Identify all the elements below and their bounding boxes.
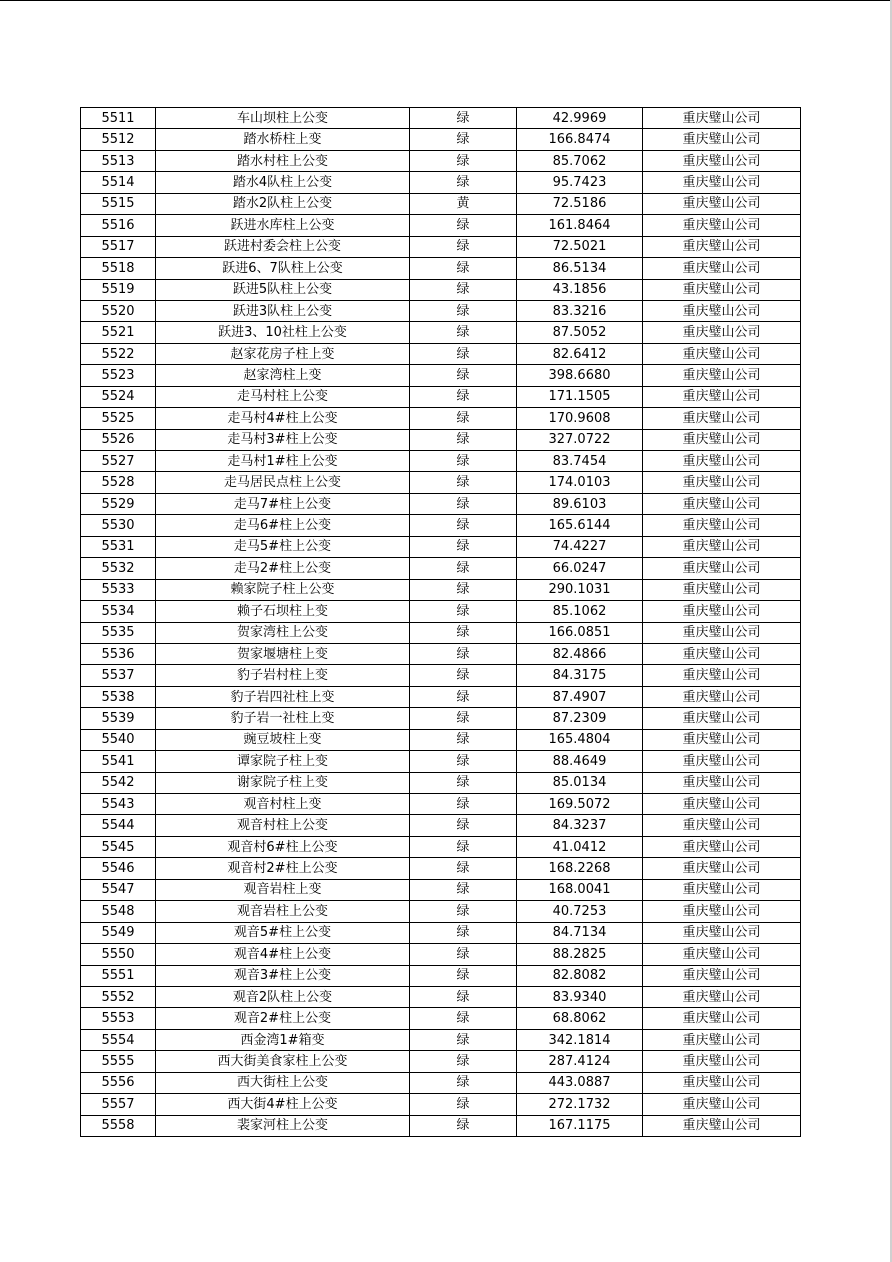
transformer-name-cell: 踏水村柱上公变 bbox=[156, 150, 410, 171]
capacity-value-cell: 40.7253 bbox=[517, 901, 643, 922]
transformer-name-cell: 走马5#柱上公变 bbox=[156, 536, 410, 557]
table-row bbox=[81, 536, 801, 557]
transformer-name-cell: 观音3#柱上公变 bbox=[156, 965, 410, 986]
company-cell: 重庆璧山公司 bbox=[643, 108, 801, 129]
table-row bbox=[81, 343, 801, 364]
transformer-name-cell: 贺家湾柱上公变 bbox=[156, 622, 410, 643]
status-color-cell: 绿 bbox=[410, 601, 517, 622]
status-color-cell: 绿 bbox=[410, 944, 517, 965]
row-number-cell: 5553 bbox=[81, 1008, 156, 1029]
row-number-cell: 5540 bbox=[81, 729, 156, 750]
company-cell: 重庆璧山公司 bbox=[643, 322, 801, 343]
transformer-name-cell: 观音5#柱上公变 bbox=[156, 922, 410, 943]
row-number-cell: 5521 bbox=[81, 322, 156, 343]
table-row bbox=[81, 129, 801, 150]
status-color-cell: 绿 bbox=[410, 172, 517, 193]
transformer-name-cell: 跃进6、7队柱上公变 bbox=[156, 258, 410, 279]
table-row bbox=[81, 193, 801, 214]
transformer-name-cell: 赵家花房子柱上变 bbox=[156, 343, 410, 364]
table-row bbox=[81, 258, 801, 279]
table-row bbox=[81, 451, 801, 472]
status-color-cell: 绿 bbox=[410, 579, 517, 600]
company-cell: 重庆璧山公司 bbox=[643, 601, 801, 622]
row-number-cell: 5539 bbox=[81, 708, 156, 729]
capacity-value-cell: 443.0887 bbox=[517, 1072, 643, 1093]
transformer-name-cell: 走马居民点柱上公变 bbox=[156, 472, 410, 493]
table-row bbox=[81, 322, 801, 343]
capacity-value-cell: 169.5072 bbox=[517, 794, 643, 815]
table-row bbox=[81, 558, 801, 579]
row-number-cell: 5517 bbox=[81, 236, 156, 257]
capacity-value-cell: 171.1505 bbox=[517, 386, 643, 407]
capacity-value-cell: 85.7062 bbox=[517, 150, 643, 171]
capacity-value-cell: 327.0722 bbox=[517, 429, 643, 450]
table-row bbox=[81, 515, 801, 536]
transformer-name-cell: 跃进5队柱上公变 bbox=[156, 279, 410, 300]
status-color-cell: 绿 bbox=[410, 472, 517, 493]
row-number-cell: 5542 bbox=[81, 772, 156, 793]
capacity-value-cell: 87.4907 bbox=[517, 686, 643, 707]
status-color-cell: 绿 bbox=[410, 879, 517, 900]
company-cell: 重庆璧山公司 bbox=[643, 1115, 801, 1136]
capacity-value-cell: 74.4227 bbox=[517, 536, 643, 557]
company-cell: 重庆璧山公司 bbox=[643, 236, 801, 257]
capacity-value-cell: 82.8082 bbox=[517, 965, 643, 986]
table-row bbox=[81, 108, 801, 129]
transformer-name-cell: 走马村4#柱上公变 bbox=[156, 408, 410, 429]
table-row bbox=[81, 986, 801, 1007]
capacity-value-cell: 72.5186 bbox=[517, 193, 643, 214]
row-number-cell: 5531 bbox=[81, 536, 156, 557]
capacity-value-cell: 86.5134 bbox=[517, 258, 643, 279]
company-cell: 重庆璧山公司 bbox=[643, 215, 801, 236]
transformer-name-cell: 谢家院子柱上变 bbox=[156, 772, 410, 793]
status-color-cell: 绿 bbox=[410, 1051, 517, 1072]
company-cell: 重庆璧山公司 bbox=[643, 686, 801, 707]
row-number-cell: 5552 bbox=[81, 986, 156, 1007]
table-row bbox=[81, 901, 801, 922]
capacity-value-cell: 168.2268 bbox=[517, 858, 643, 879]
capacity-value-cell: 87.5052 bbox=[517, 322, 643, 343]
status-color-cell: 绿 bbox=[410, 236, 517, 257]
capacity-value-cell: 88.4649 bbox=[517, 751, 643, 772]
status-color-cell: 绿 bbox=[410, 322, 517, 343]
transformer-name-cell: 西金湾1#箱变 bbox=[156, 1029, 410, 1050]
transformer-name-cell: 车山坝柱上公变 bbox=[156, 108, 410, 129]
capacity-value-cell: 166.8474 bbox=[517, 129, 643, 150]
company-cell: 重庆璧山公司 bbox=[643, 386, 801, 407]
table-row bbox=[81, 622, 801, 643]
row-number-cell: 5513 bbox=[81, 150, 156, 171]
table-row bbox=[81, 386, 801, 407]
company-cell: 重庆璧山公司 bbox=[643, 622, 801, 643]
table-row bbox=[81, 879, 801, 900]
transformer-name-cell: 走马6#柱上公变 bbox=[156, 515, 410, 536]
status-color-cell: 绿 bbox=[410, 386, 517, 407]
transformer-name-cell: 赖家院子柱上公变 bbox=[156, 579, 410, 600]
row-number-cell: 5535 bbox=[81, 622, 156, 643]
status-color-cell: 绿 bbox=[410, 1072, 517, 1093]
row-number-cell: 5546 bbox=[81, 858, 156, 879]
transformer-name-cell: 走马2#柱上公变 bbox=[156, 558, 410, 579]
status-color-cell: 绿 bbox=[410, 108, 517, 129]
capacity-value-cell: 165.4804 bbox=[517, 729, 643, 750]
capacity-value-cell: 166.0851 bbox=[517, 622, 643, 643]
transformer-name-cell: 跃进水库柱上公变 bbox=[156, 215, 410, 236]
table-row bbox=[81, 815, 801, 836]
status-color-cell: 绿 bbox=[410, 536, 517, 557]
company-cell: 重庆璧山公司 bbox=[643, 836, 801, 857]
capacity-value-cell: 84.3237 bbox=[517, 815, 643, 836]
status-color-cell: 绿 bbox=[410, 343, 517, 364]
table-row bbox=[81, 836, 801, 857]
row-number-cell: 5522 bbox=[81, 343, 156, 364]
row-number-cell: 5547 bbox=[81, 879, 156, 900]
transformer-name-cell: 走马村3#柱上公变 bbox=[156, 429, 410, 450]
company-cell: 重庆璧山公司 bbox=[643, 579, 801, 600]
company-cell: 重庆璧山公司 bbox=[643, 901, 801, 922]
capacity-value-cell: 72.5021 bbox=[517, 236, 643, 257]
status-color-cell: 绿 bbox=[410, 558, 517, 579]
row-number-cell: 5526 bbox=[81, 429, 156, 450]
company-cell: 重庆璧山公司 bbox=[643, 751, 801, 772]
company-cell: 重庆璧山公司 bbox=[643, 193, 801, 214]
transformer-name-cell: 豌豆坡柱上变 bbox=[156, 729, 410, 750]
row-number-cell: 5529 bbox=[81, 493, 156, 514]
capacity-value-cell: 89.6103 bbox=[517, 493, 643, 514]
capacity-value-cell: 43.1856 bbox=[517, 279, 643, 300]
row-number-cell: 5537 bbox=[81, 665, 156, 686]
transformer-name-cell: 贺家堰塘柱上变 bbox=[156, 643, 410, 664]
company-cell: 重庆璧山公司 bbox=[643, 922, 801, 943]
row-number-cell: 5515 bbox=[81, 193, 156, 214]
status-color-cell: 绿 bbox=[410, 215, 517, 236]
transformer-name-cell: 走马村1#柱上公变 bbox=[156, 451, 410, 472]
status-color-cell: 绿 bbox=[410, 493, 517, 514]
capacity-value-cell: 398.6680 bbox=[517, 365, 643, 386]
capacity-value-cell: 87.2309 bbox=[517, 708, 643, 729]
row-number-cell: 5556 bbox=[81, 1072, 156, 1093]
capacity-value-cell: 83.3216 bbox=[517, 300, 643, 321]
transformer-name-cell: 西大街4#柱上公变 bbox=[156, 1094, 410, 1115]
capacity-value-cell: 88.2825 bbox=[517, 944, 643, 965]
row-number-cell: 5516 bbox=[81, 215, 156, 236]
row-number-cell: 5511 bbox=[81, 108, 156, 129]
row-number-cell: 5525 bbox=[81, 408, 156, 429]
table-row bbox=[81, 150, 801, 171]
status-color-cell: 绿 bbox=[410, 279, 517, 300]
capacity-value-cell: 167.1175 bbox=[517, 1115, 643, 1136]
row-number-cell: 5530 bbox=[81, 515, 156, 536]
capacity-value-cell: 41.0412 bbox=[517, 836, 643, 857]
table-body bbox=[81, 108, 801, 1137]
status-color-cell: 绿 bbox=[410, 451, 517, 472]
row-number-cell: 5541 bbox=[81, 751, 156, 772]
table-row bbox=[81, 922, 801, 943]
transformer-name-cell: 观音2#柱上公变 bbox=[156, 1008, 410, 1029]
status-color-cell: 绿 bbox=[410, 901, 517, 922]
row-number-cell: 5524 bbox=[81, 386, 156, 407]
transformer-name-cell: 观音岩柱上公变 bbox=[156, 901, 410, 922]
row-number-cell: 5532 bbox=[81, 558, 156, 579]
transformer-name-cell: 赵家湾柱上变 bbox=[156, 365, 410, 386]
table-row bbox=[81, 1072, 801, 1093]
company-cell: 重庆璧山公司 bbox=[643, 558, 801, 579]
capacity-value-cell: 95.7423 bbox=[517, 172, 643, 193]
status-color-cell: 绿 bbox=[410, 1115, 517, 1136]
row-number-cell: 5519 bbox=[81, 279, 156, 300]
row-number-cell: 5545 bbox=[81, 836, 156, 857]
table-row bbox=[81, 215, 801, 236]
status-color-cell: 绿 bbox=[410, 708, 517, 729]
status-color-cell: 绿 bbox=[410, 986, 517, 1007]
company-cell: 重庆璧山公司 bbox=[643, 1094, 801, 1115]
row-number-cell: 5555 bbox=[81, 1051, 156, 1072]
company-cell: 重庆璧山公司 bbox=[643, 472, 801, 493]
capacity-value-cell: 287.4124 bbox=[517, 1051, 643, 1072]
company-cell: 重庆璧山公司 bbox=[643, 451, 801, 472]
row-number-cell: 5538 bbox=[81, 686, 156, 707]
company-cell: 重庆璧山公司 bbox=[643, 986, 801, 1007]
capacity-value-cell: 68.8062 bbox=[517, 1008, 643, 1029]
transformer-name-cell: 观音岩柱上变 bbox=[156, 879, 410, 900]
transformer-name-cell: 观音4#柱上公变 bbox=[156, 944, 410, 965]
row-number-cell: 5551 bbox=[81, 965, 156, 986]
capacity-value-cell: 85.1062 bbox=[517, 601, 643, 622]
capacity-value-cell: 165.6144 bbox=[517, 515, 643, 536]
transformer-name-cell: 豹子岩四社柱上变 bbox=[156, 686, 410, 707]
company-cell: 重庆璧山公司 bbox=[643, 665, 801, 686]
table-row bbox=[81, 365, 801, 386]
status-color-cell: 绿 bbox=[410, 858, 517, 879]
table-row bbox=[81, 1094, 801, 1115]
table-row bbox=[81, 858, 801, 879]
table-row bbox=[81, 429, 801, 450]
transformer-name-cell: 观音村柱上公变 bbox=[156, 815, 410, 836]
status-color-cell: 绿 bbox=[410, 515, 517, 536]
table-row bbox=[81, 665, 801, 686]
row-number-cell: 5554 bbox=[81, 1029, 156, 1050]
company-cell: 重庆璧山公司 bbox=[643, 258, 801, 279]
company-cell: 重庆璧山公司 bbox=[643, 858, 801, 879]
table-row bbox=[81, 729, 801, 750]
table-row bbox=[81, 172, 801, 193]
row-number-cell: 5523 bbox=[81, 365, 156, 386]
status-color-cell: 绿 bbox=[410, 643, 517, 664]
table-row bbox=[81, 601, 801, 622]
row-number-cell: 5558 bbox=[81, 1115, 156, 1136]
status-color-cell: 绿 bbox=[410, 665, 517, 686]
row-number-cell: 5527 bbox=[81, 451, 156, 472]
transformer-name-cell: 豹子岩村柱上变 bbox=[156, 665, 410, 686]
status-color-cell: 绿 bbox=[410, 965, 517, 986]
transformer-name-cell: 豹子岩一社柱上变 bbox=[156, 708, 410, 729]
row-number-cell: 5534 bbox=[81, 601, 156, 622]
status-color-cell: 绿 bbox=[410, 922, 517, 943]
company-cell: 重庆璧山公司 bbox=[643, 429, 801, 450]
status-color-cell: 绿 bbox=[410, 150, 517, 171]
company-cell: 重庆璧山公司 bbox=[643, 515, 801, 536]
table-row bbox=[81, 493, 801, 514]
company-cell: 重庆璧山公司 bbox=[643, 1008, 801, 1029]
company-cell: 重庆璧山公司 bbox=[643, 343, 801, 364]
table-row bbox=[81, 1115, 801, 1136]
status-color-cell: 绿 bbox=[410, 751, 517, 772]
status-color-cell: 绿 bbox=[410, 429, 517, 450]
status-color-cell: 绿 bbox=[410, 729, 517, 750]
table-row bbox=[81, 300, 801, 321]
table-row bbox=[81, 1051, 801, 1072]
status-color-cell: 绿 bbox=[410, 365, 517, 386]
capacity-value-cell: 42.9969 bbox=[517, 108, 643, 129]
capacity-value-cell: 83.9340 bbox=[517, 986, 643, 1007]
table-row bbox=[81, 236, 801, 257]
status-color-cell: 绿 bbox=[410, 622, 517, 643]
page-top-edge bbox=[0, 0, 892, 1]
row-number-cell: 5536 bbox=[81, 643, 156, 664]
company-cell: 重庆璧山公司 bbox=[643, 1029, 801, 1050]
status-color-cell: 绿 bbox=[410, 686, 517, 707]
status-color-cell: 绿 bbox=[410, 772, 517, 793]
row-number-cell: 5550 bbox=[81, 944, 156, 965]
capacity-value-cell: 174.0103 bbox=[517, 472, 643, 493]
capacity-value-cell: 85.0134 bbox=[517, 772, 643, 793]
status-color-cell: 绿 bbox=[410, 300, 517, 321]
capacity-value-cell: 170.9608 bbox=[517, 408, 643, 429]
row-number-cell: 5548 bbox=[81, 901, 156, 922]
row-number-cell: 5533 bbox=[81, 579, 156, 600]
transformer-name-cell: 观音村6#柱上公变 bbox=[156, 836, 410, 857]
capacity-value-cell: 161.8464 bbox=[517, 215, 643, 236]
company-cell: 重庆璧山公司 bbox=[643, 965, 801, 986]
status-color-cell: 绿 bbox=[410, 408, 517, 429]
capacity-value-cell: 168.0041 bbox=[517, 879, 643, 900]
row-number-cell: 5528 bbox=[81, 472, 156, 493]
transformer-name-cell: 观音2队柱上公变 bbox=[156, 986, 410, 1007]
company-cell: 重庆璧山公司 bbox=[643, 408, 801, 429]
capacity-value-cell: 83.7454 bbox=[517, 451, 643, 472]
table-row bbox=[81, 279, 801, 300]
transformer-table bbox=[80, 107, 801, 1137]
table-row bbox=[81, 965, 801, 986]
table-row bbox=[81, 772, 801, 793]
capacity-value-cell: 82.4866 bbox=[517, 643, 643, 664]
transformer-name-cell: 跃进3、10社柱上公变 bbox=[156, 322, 410, 343]
table-row bbox=[81, 1029, 801, 1050]
company-cell: 重庆璧山公司 bbox=[643, 1051, 801, 1072]
table-row bbox=[81, 579, 801, 600]
transformer-name-cell: 跃进村委会柱上公变 bbox=[156, 236, 410, 257]
company-cell: 重庆璧山公司 bbox=[643, 279, 801, 300]
company-cell: 重庆璧山公司 bbox=[643, 772, 801, 793]
capacity-value-cell: 66.0247 bbox=[517, 558, 643, 579]
status-color-cell: 黄 bbox=[410, 193, 517, 214]
company-cell: 重庆璧山公司 bbox=[643, 794, 801, 815]
row-number-cell: 5520 bbox=[81, 300, 156, 321]
company-cell: 重庆璧山公司 bbox=[643, 150, 801, 171]
table-row bbox=[81, 686, 801, 707]
transformer-name-cell: 走马7#柱上公变 bbox=[156, 493, 410, 514]
status-color-cell: 绿 bbox=[410, 794, 517, 815]
table-row bbox=[81, 472, 801, 493]
status-color-cell: 绿 bbox=[410, 836, 517, 857]
row-number-cell: 5557 bbox=[81, 1094, 156, 1115]
row-number-cell: 5544 bbox=[81, 815, 156, 836]
capacity-value-cell: 84.3175 bbox=[517, 665, 643, 686]
table-row bbox=[81, 794, 801, 815]
table-row bbox=[81, 751, 801, 772]
transformer-name-cell: 观音村柱上变 bbox=[156, 794, 410, 815]
transformer-name-cell: 踏水4队柱上公变 bbox=[156, 172, 410, 193]
company-cell: 重庆璧山公司 bbox=[643, 708, 801, 729]
company-cell: 重庆璧山公司 bbox=[643, 365, 801, 386]
company-cell: 重庆璧山公司 bbox=[643, 129, 801, 150]
transformer-name-cell: 走马村柱上公变 bbox=[156, 386, 410, 407]
row-number-cell: 5512 bbox=[81, 129, 156, 150]
table-row bbox=[81, 708, 801, 729]
capacity-value-cell: 82.6412 bbox=[517, 343, 643, 364]
table-row bbox=[81, 408, 801, 429]
capacity-value-cell: 342.1814 bbox=[517, 1029, 643, 1050]
company-cell: 重庆璧山公司 bbox=[643, 643, 801, 664]
status-color-cell: 绿 bbox=[410, 815, 517, 836]
row-number-cell: 5549 bbox=[81, 922, 156, 943]
capacity-value-cell: 84.7134 bbox=[517, 922, 643, 943]
company-cell: 重庆璧山公司 bbox=[643, 300, 801, 321]
table-row bbox=[81, 944, 801, 965]
transformer-name-cell: 裴家河柱上公变 bbox=[156, 1115, 410, 1136]
transformer-name-cell: 赖子石坝柱上变 bbox=[156, 601, 410, 622]
row-number-cell: 5518 bbox=[81, 258, 156, 279]
company-cell: 重庆璧山公司 bbox=[643, 729, 801, 750]
transformer-name-cell: 西大街柱上公变 bbox=[156, 1072, 410, 1093]
status-color-cell: 绿 bbox=[410, 258, 517, 279]
status-color-cell: 绿 bbox=[410, 129, 517, 150]
transformer-name-cell: 踏水2队柱上公变 bbox=[156, 193, 410, 214]
row-number-cell: 5514 bbox=[81, 172, 156, 193]
transformer-name-cell: 西大街美食家柱上公变 bbox=[156, 1051, 410, 1072]
company-cell: 重庆璧山公司 bbox=[643, 536, 801, 557]
status-color-cell: 绿 bbox=[410, 1008, 517, 1029]
table-row bbox=[81, 643, 801, 664]
transformer-name-cell: 跃进3队柱上公变 bbox=[156, 300, 410, 321]
company-cell: 重庆璧山公司 bbox=[643, 172, 801, 193]
capacity-value-cell: 272.1732 bbox=[517, 1094, 643, 1115]
table-row bbox=[81, 1008, 801, 1029]
company-cell: 重庆璧山公司 bbox=[643, 1072, 801, 1093]
company-cell: 重庆璧山公司 bbox=[643, 493, 801, 514]
company-cell: 重庆璧山公司 bbox=[643, 879, 801, 900]
company-cell: 重庆璧山公司 bbox=[643, 815, 801, 836]
transformer-name-cell: 踏水桥柱上变 bbox=[156, 129, 410, 150]
row-number-cell: 5543 bbox=[81, 794, 156, 815]
transformer-name-cell: 观音村2#柱上公变 bbox=[156, 858, 410, 879]
status-color-cell: 绿 bbox=[410, 1094, 517, 1115]
transformer-name-cell: 谭家院子柱上变 bbox=[156, 751, 410, 772]
status-color-cell: 绿 bbox=[410, 1029, 517, 1050]
capacity-value-cell: 290.1031 bbox=[517, 579, 643, 600]
company-cell: 重庆璧山公司 bbox=[643, 944, 801, 965]
